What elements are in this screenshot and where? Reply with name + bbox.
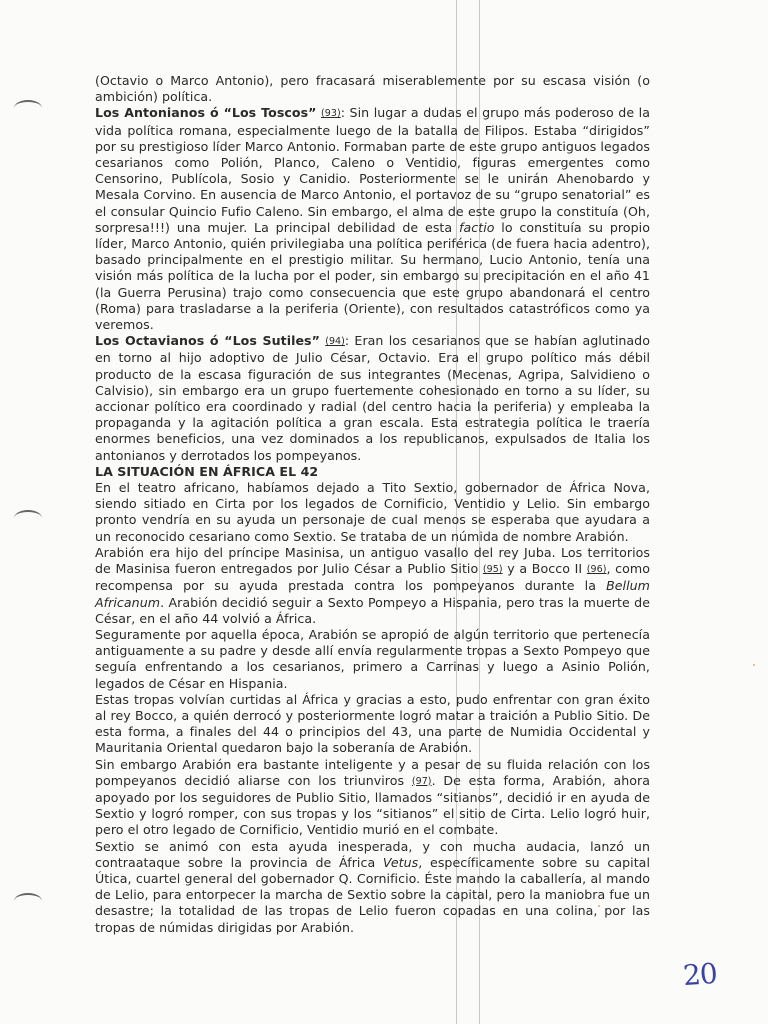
footnote-ref-link[interactable]: (97)	[411, 775, 432, 787]
paragraph	[95, 839, 650, 936]
paragraph	[95, 73, 650, 105]
body-text: : Eran los cesarianos que se habían aglutinado en torno al hijo adoptivo de Julio César, Octavio. Era el grupo político más débil producto de la escasa figuración de sus integrantes (Mecenas, Agripa, Salvidieno o Calvisio), sin embargo era un grupo fuertemente cohesionado en torno a su líder, su accionar político era coordinado y radial (del centro hacia la periferia) y empleaba la propaganda y la agitación política a gran escala. Esta estrategia política le traería enormes beneficios, una vez dominados a los republicanos, expulsados de Italia los antonianos y derrotados los pompeyanos.	[95, 333, 650, 463]
body-text: . De esta forma, Arabión, ahora apoyado por los seguidores de Publio Sitio, llamados “sitianos”, decidió ir en ayuda de Sextio y logró romper, con sus tropas y los “sitianos” el sitio de Cirta. Lelio logró huir, pero el otro legado de Cornificio, Ventidio murió en el combate.	[95, 772, 650, 838]
footnote-ref-link[interactable]: (96)	[586, 564, 607, 576]
body-text: Sextio se animó con esta ayuda inesperada, y con mucha audacia, lanzó un contraataque sobre la provincia de África	[95, 838, 650, 870]
section-heading: LA SITUACIÓN EN ÁFRICA EL 42	[95, 463, 319, 479]
italic-term: factio	[458, 219, 495, 235]
footnote-ref-link[interactable]: (95)	[482, 564, 503, 576]
body-text: y a Bocco II	[502, 561, 587, 577]
body-text: En el teatro africano, habíamos dejado a Tito Sextio, gobernador de África Nova, siendo sitiado en Cirta por los legados de Cornificio, Ventidio y Lelio. Sin embargo pronto vendría en su ayuda un personaje de cual menos se esperaba que ayudara a un reconocido cesariano como Sextio. Se trataba de un númida de nombre Arabión.	[95, 480, 650, 544]
footnote-ref-link[interactable]: (93)	[321, 108, 341, 120]
footnote-ref-link[interactable]: (94)	[325, 336, 345, 348]
binder-hole-mark	[14, 510, 42, 526]
document-body	[95, 73, 650, 936]
body-text: . Arabión decidió seguir a Sexto Pompeyo a Hispania, pero tras la muerte de César, en el año 44 volvió a África.	[95, 594, 650, 626]
paragraph	[95, 480, 650, 545]
faction-name: Los Antonianos ó “Los Toscos”	[95, 105, 317, 121]
paragraph	[95, 545, 650, 627]
paragraph	[95, 105, 650, 333]
italic-term: Bellum Africanum	[95, 578, 650, 610]
body-text: , como recompensa por su ayuda prestada contra los pompeyanos durante la	[95, 561, 650, 594]
body-text: (Octavio o Marco Antonio), pero fracasará miserablemente por su escasa visión (o ambición) política.	[95, 73, 650, 105]
faction-name: Los Octavianos ó “Los Sutiles”	[95, 333, 320, 349]
body-text: : Sin lugar a dudas el grupo más poderoso de la vida política romana, especialmente luego de la batalla de Filipos. Estaba “dirigidos” por su prestigioso líder Marco Antonio. Formaban parte de este grupo antiguos legados cesarianos como Polión, Planco, Caleno o Ventidio, figuras emergentes como Censorino, Publícola, Sosio y Canidio. Posteriormente se le unirán Ahenobardo y Mesala Corvino. En ausencia de Marco Antonio, el portavoz de su “grupo senatorial” es el consular Quincio Fufio Caleno. Sin embargo, el alma de este grupo la constituía (Oh, sorpresa!!!) una mujer. La principal debilidad de esta	[95, 105, 650, 235]
binder-hole-mark	[14, 893, 42, 909]
handwritten-page-number: 20	[681, 956, 718, 993]
body-text: lo constituía su propio líder, Marco Antonio, quién privilegiaba una política periférica (de fuera hacia adentro), basado principalmente en el prestigio militar. Su hermano, Lucio Antonio, tenía una visión más política de la lucha por el poder, sin embargo su precipitación en el año 41 (la Guerra Perusina) trajo como consecuencia que este grupo abandonará el centro (Roma) para trasladarse a la periferia (Oriente), con resultados catastróficos como ya veremos.	[95, 219, 650, 333]
paragraph	[95, 757, 650, 839]
body-text: Arabión era hijo del príncipe Masinisa, un antiguo vasallo del rey Juba. Los territorios de Masinisa fueron entregados por Julio César a Publio Sitio	[95, 544, 650, 577]
paper-speck	[753, 664, 755, 666]
body-text: , específicamente sobre su capital Útica, cuartel general del gobernador Q. Cornificio. Éste mando la caballería, al mando de Lelio, para entorpecer la marcha de Sextio sobre la capital, pero la maniobra fue un desastre; la totalidad de las tropas de Lelio fueron copadas en una colina, por las tropas de númidas dirigidas por Arabión.	[95, 854, 650, 935]
paragraph	[95, 692, 650, 757]
paragraph	[95, 627, 650, 692]
paragraph	[95, 333, 650, 464]
binder-hole-mark	[14, 100, 42, 116]
body-text: Sin embargo Arabión era bastante inteligente y a pesar de su fluida relación con los pompeyanos decidió aliarse con los triunviros	[95, 756, 650, 788]
italic-term: Vetus	[382, 854, 419, 870]
body-text: Seguramente por aquella época, Arabión se apropió de algún territorio que pertenecía antiguamente a su padre y desde allí envía regularmente tropas a Sexto Pompeyo que seguía enfrentando a los cesarianos, primero a Carrinas y luego a Asinio Polión, legados de César en Hispania.	[95, 626, 650, 691]
body-text: Estas tropas volvían curtidas al África y gracias a esto, pudo enfrentar con gran éxito al rey Bocco, a quién derrocó y posteriormente logró matar a traición a Publio Sitio. De esta forma, a finales del 44 o principios del 43, una parte de Numidia Occidental y Mauritania Oriental quedaron bajo la soberanía de Arabión.	[95, 691, 650, 756]
